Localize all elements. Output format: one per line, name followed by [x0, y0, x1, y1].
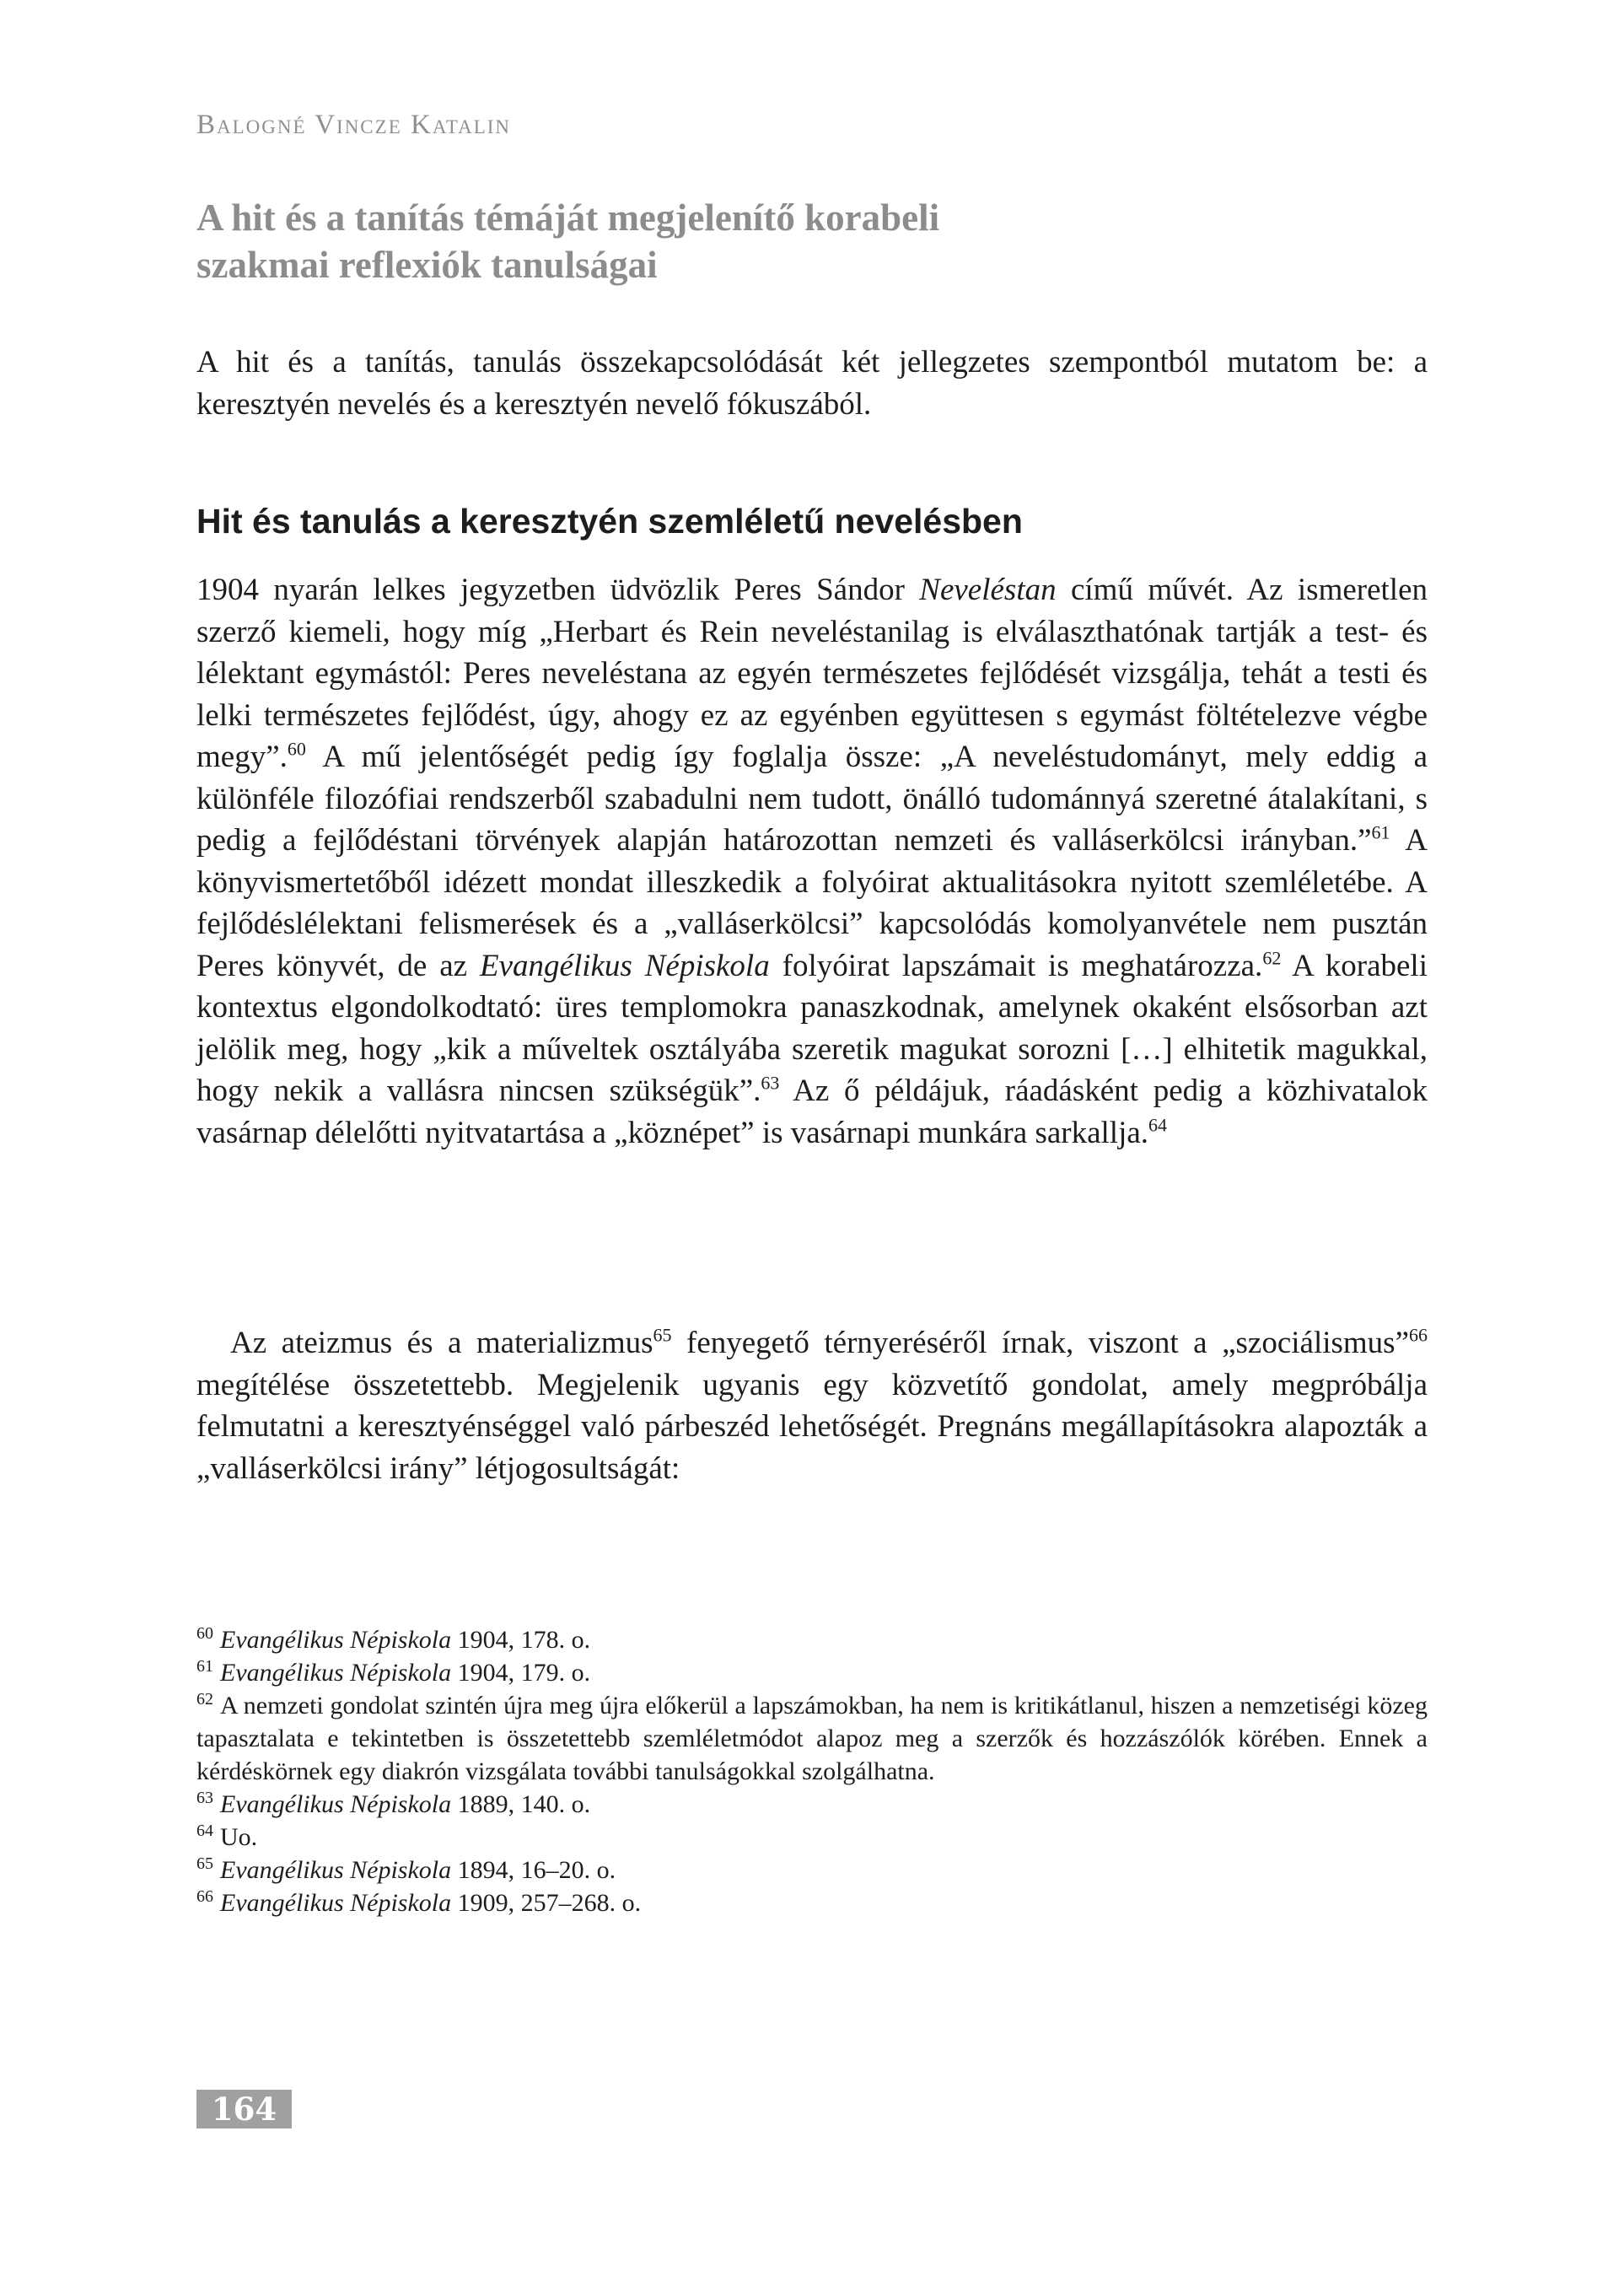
- footnote-number: 66: [196, 1887, 213, 1906]
- text-run: című művét. Az ismeretlen szerző kiemeli, hogy míg „Herbart és Rein neveléstanilag is elválaszthatónak tartják a test- és lélektant egymástól: Peres neveléstana az egyén természetes fejlődését vizsgálja, tehát a testi és lelki természetes fejlődést, úgy, ahogy ez az egyénben együttesen s egymást föltételezve végbe megy”.: [196, 573, 1428, 774]
- footnote-63: [196, 1788, 1428, 1821]
- text-run: A korabeli kontextus elgondolkodtató: üres templomokra panaszkodnak, amelynek okaként elsősorban azt jelölik meg, hogy „kik a műveltek osztályába szeretik magukat sorozni […] elhitetik magukkal, hogy nekik a vallásra nincsen szükségük”.: [196, 948, 1428, 1108]
- chapter-title-line-2: szakmai reflexiók tanulságai: [196, 244, 658, 286]
- footnote-italic: Evangélikus Népiskola: [220, 1790, 452, 1818]
- text-run: fenyegető térnyeréséről írnak, viszont a „szociálismus”: [671, 1326, 1410, 1360]
- section-heading: Hit és tanulás a keresztyén szemléletű nevelésben: [196, 502, 1023, 541]
- footnote-ref-62[interactable]: 62: [1262, 947, 1282, 969]
- footnote-text: 1904, 179. o.: [451, 1659, 591, 1687]
- text-run: megítélése összetettebb. Megjelenik ugyanis egy közvetítő gondolat, amely megpróbálja felmutatni a keresztyénséggel való párbeszéd lehetőségét. Pregnáns megállapításokra alapozták a „valláserkölcsi irány” létjogosultságát:: [196, 1367, 1428, 1486]
- text-run: A mű jelentőségét pedig így foglalja össze: „A neveléstudományt, mely eddig a különféle filozófiai rendszerből szabadulni nem tudott, önálló tudománnyá szeretné átalakítani, s pedig a fejlődéstani törvények alapján határozottan nemzeti és valláserkölcsi irányban.”: [196, 740, 1428, 858]
- footnote-italic: Evangélikus Népiskola: [220, 1626, 452, 1654]
- footnote-ref-61[interactable]: 61: [1371, 821, 1390, 843]
- footnote-italic: Evangélikus Népiskola: [220, 1889, 452, 1917]
- footnote-number: 60: [196, 1624, 213, 1643]
- footnotes: [196, 1623, 1428, 1919]
- footnote-text: A nemzeti gondolat szintén újra meg újra előkerül a lapszámokban, ha nem is kritikátlanul, hiszen a nemzetiségi közeg tapasztalata e tekintetben is összetettebb szemléletmódot alapoz meg a szerzők és hozzászólók körében. Ennek a kérdéskörnek egy diakrón vizsgálata további tanulságokkal szolgálhatna.: [196, 1692, 1428, 1785]
- text-run: 1904 nyarán lelkes jegyzetben üdvözlik Peres Sándor: [196, 573, 920, 607]
- footnote-number: 65: [196, 1854, 213, 1873]
- text-run: A könyvismertetőből idézett mondat illeszkedik a folyóirat aktualitásokra nyitott szemléletébe. A fejlődéslélektani felismerések és a „valláserkölcsi” kapcsolódás komolyanvétele nem pusztán Peres könyvét, de az: [196, 823, 1428, 983]
- footnote-ref-66[interactable]: 66: [1409, 1324, 1428, 1346]
- footnote-number: 61: [196, 1657, 213, 1676]
- footnote-number: 63: [196, 1789, 213, 1807]
- footnote-text: 1889, 140. o.: [451, 1790, 591, 1818]
- footnote-text: Uo.: [220, 1823, 258, 1851]
- footnote-italic: Evangélikus Népiskola: [220, 1856, 452, 1884]
- footnote-number: 62: [196, 1690, 213, 1709]
- footnote-ref-63[interactable]: 63: [761, 1072, 780, 1094]
- footnote-text: 1904, 178. o.: [451, 1626, 591, 1654]
- body-paragraph-1: [196, 569, 1428, 1154]
- running-head-author: Balogné Vincze Katalin: [196, 110, 512, 140]
- italic-title: Evangélikus Népiskola: [480, 948, 770, 983]
- footnote-62: [196, 1689, 1428, 1788]
- intro-paragraph: A hit és a tanítás, tanulás összekapcsolódását két jellegzetes szempontból mutatom be: a keresztyén nevelés és a keresztyén nevelő fókuszából.: [196, 345, 1428, 422]
- chapter-title-line-1: A hit és a tanítás témáját megjelenítő korabeli: [196, 196, 940, 239]
- text-run: folyóirat lapszámait is meghatározza.: [769, 948, 1263, 983]
- footnote-text: 1909, 257–268. o.: [451, 1889, 642, 1917]
- text-run: Az ő példájuk, ráadásként pedig a közhivatalok vasárnap délelőtti nyitvatartása a „köznépet” is vasárnapi munkára sarkallja.: [196, 1074, 1428, 1150]
- footnote-italic: Evangélikus Népiskola: [220, 1659, 452, 1687]
- footnote-66: [196, 1886, 1428, 1919]
- body-paragraph-2: [196, 1322, 1428, 1489]
- footnote-61: [196, 1656, 1428, 1689]
- footnote-65: [196, 1854, 1428, 1886]
- footnote-ref-65[interactable]: 65: [653, 1324, 672, 1346]
- italic-title: Neveléstan: [919, 573, 1057, 607]
- footnote-ref-60[interactable]: 60: [287, 738, 306, 760]
- footnote-ref-64[interactable]: 64: [1148, 1114, 1168, 1136]
- text-run: Az ateizmus és a materializmus: [230, 1326, 653, 1360]
- footnote-text: 1894, 16–20. o.: [451, 1856, 616, 1884]
- page-number: 164: [196, 2090, 292, 2128]
- chapter-title: [196, 194, 1461, 288]
- footnote-64: [196, 1821, 1428, 1854]
- footnote-number: 64: [196, 1822, 213, 1840]
- footnote-60: [196, 1623, 1428, 1656]
